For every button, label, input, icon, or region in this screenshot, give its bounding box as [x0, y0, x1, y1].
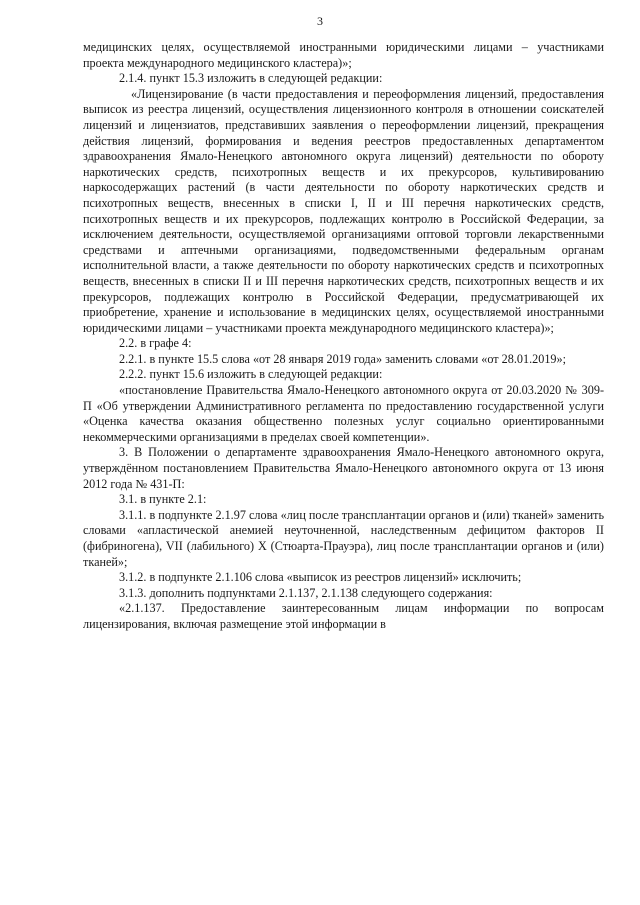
paragraph: 2.2.1. в пункте 15.5 слова «от 28 января 2019 года» заменить словами «от 28.01.2019»; — [119, 351, 566, 366]
document-body — [83, 40, 604, 633]
paragraph: 3.1.2. в подпункте 2.1.106 слова «выписок из реестров лицензий» исключить; — [119, 570, 522, 585]
paragraph: 2.2.2. пункт 15.6 изложить в следующей редакции: — [119, 367, 383, 382]
paragraph: «Лицензирование (в части предоставления и переоформления лицензий, предоставления выписок из реестра лицензий, осуществления лицензионного контроля в отношении соискателей лицензий и лицензиатов, представивших заявления о переоформлении лицензий, прекращения действия лицензий, формирования и ведения реестров предоставленных департаментом здравоохранения Ямало-Ненецкого автономного округа лицензий) деятельности по обороту наркотических средств, психотропных веществ и их прекурсоров, культивированию наркосодержащих растений (в части деятельности по обороту наркотических средств и психотропных веществ, внесенных в списки I, II и III перечня наркотических средств, психотропных веществ и их прекурсоров, подлежащих контролю в Российской Федерации, за исключением деятельности, осуществляемой организациями оптовой торговли лекарственными средствами и аптечными организациями, подведомственными федеральным органам исполнительной власти, а также деятельности по обороту наркотических средств и психотропных веществ, внесенных в списки II и III перечня наркотических средств, психотропных веществ и их прекурсоров, подлежащих контролю в Российской Федерации, предусматривающей их приобретение, хранение и использование в медицинских целях, осуществляемой иностранными юридическими лицами – участниками проекта международного медицинского кластера)»; — [83, 86, 604, 335]
paragraph: 3.1.3. дополнить подпунктами 2.1.137, 2.1.138 следующего содержания: — [119, 585, 493, 600]
paragraph: «постановление Правительства Ямало-Ненецкого автономного округа от 20.03.2020 № 309-П «Об утверждении Административного регламента по предоставлению государственной услуги «Оценка качества оказания общественно полезных услуг социально ориентированными некоммерческими организациями в пределах своей компетенции». — [83, 383, 604, 444]
paragraph: медицинских целях, осуществляемой иностранными юридическими лицами – участниками проекта международного медицинского кластера)»; — [83, 40, 604, 70]
paragraph: 3.1.1. в подпункте 2.1.97 слова «лиц после трансплантации органов и (или) тканей» заменить словами «апластической анемией неуточненной, наследственным дефицитом факторов II (фибриногена), VII (лабильного) X (Стюарта-Прауэра), лиц после трансплантации органов и (или) тканей»; — [83, 507, 604, 569]
page-number: 3 — [317, 14, 323, 28]
paragraph: «2.1.137. Предоставление заинтересованным лицам информации по вопросам лицензирования, включая размещение этой информации в — [83, 601, 604, 631]
paragraph: 2.1.4. пункт 15.3 изложить в следующей редакции: — [119, 71, 383, 86]
paragraph: 2.2. в графе 4: — [119, 336, 192, 351]
paragraph: 3.1. в пункте 2.1: — [119, 492, 207, 507]
paragraph: 3. В Положении о департаменте здравоохранения Ямало-Ненецкого автономного округа, утверждённом постановлением Правительства Ямало-Ненецкого автономного округа от 13 июня 2012 года № 431-П: — [83, 445, 604, 491]
